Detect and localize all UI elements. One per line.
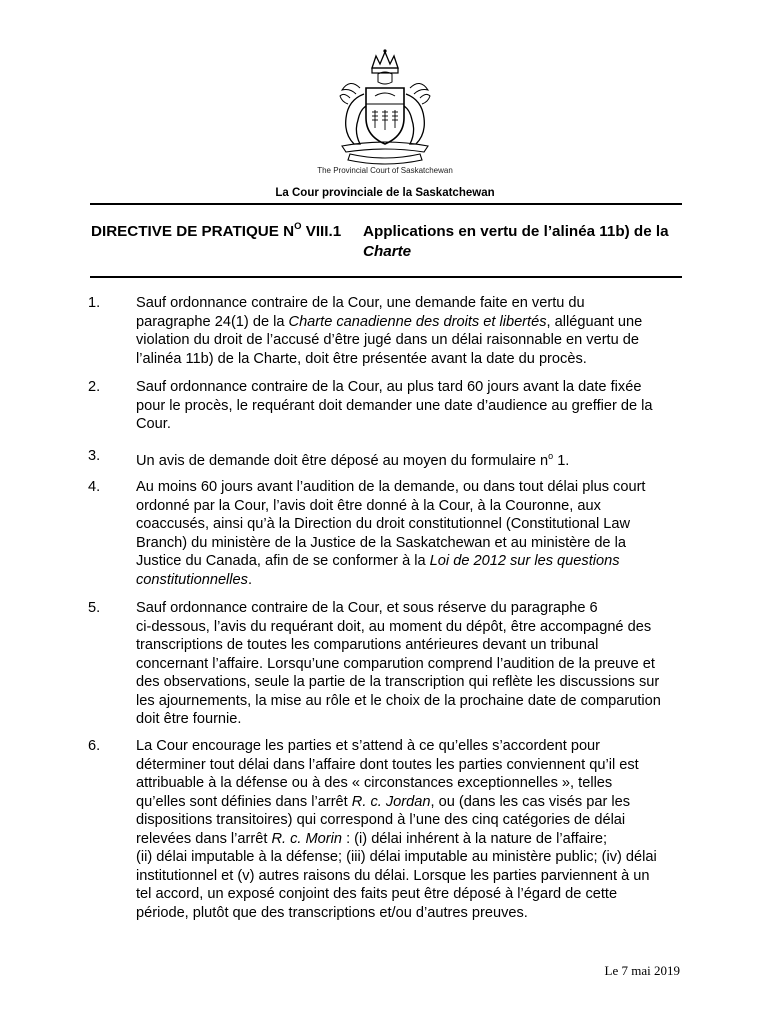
item-line: Au moins 60 jours avant l’audition de la demande, ou dans tout délai plus court bbox=[136, 479, 646, 495]
item-line bbox=[136, 447, 684, 470]
title-divider bbox=[90, 276, 682, 278]
line-segment: : (i) délai inhérent à la nature de l’affaire; bbox=[342, 830, 608, 847]
item-line: tel accord, un exposé conjoint des faits peut être déposé à l’égard de cette bbox=[136, 886, 618, 902]
item-line: déterminer tout délai dans l’affaire dont toutes les parties conviennent qu’il est bbox=[136, 756, 639, 773]
item-line bbox=[136, 313, 684, 332]
item-line: dispositions transitoires) qui correspond à l’une des cinq catégories de délai bbox=[136, 812, 626, 828]
item-line: pour le procès, le requérant doit demander une date d’audience au greffier de la bbox=[136, 397, 653, 414]
italic-citation: R. c. Jordan bbox=[351, 793, 431, 810]
item-line: Sauf ordonnance contraire de la Cour, et sous réserve du paragraphe 6 bbox=[136, 600, 598, 616]
superscript-text: o bbox=[548, 451, 554, 461]
line-segment: . bbox=[247, 571, 253, 588]
court-coat-of-arms-logo bbox=[320, 48, 450, 166]
item-line: violation du droit de l’accusé d’être jugé dans un délai raisonnable en vertu de bbox=[136, 332, 640, 348]
item-line: transcriptions de toutes les comparutions antérieures devant un tribunal bbox=[136, 637, 599, 653]
item-line: attribuable à la défense ou à des « circonstances exceptionnelles », telles bbox=[136, 775, 613, 791]
item-text bbox=[136, 478, 684, 589]
crest-caption: The Provincial Court of Saskatchewan bbox=[317, 166, 453, 175]
item-line: (ii) délai imputable à la défense; (iii) délai imputable au ministère public; (iv) délai bbox=[136, 849, 657, 865]
line-segment: , ou (dans les cas visés par les bbox=[430, 793, 631, 810]
item-line: l’alinéa 11b) de la Charte, doit être présentée avant la date du procès. bbox=[136, 350, 587, 367]
italic-citation: Loi de 2012 sur les questions bbox=[429, 553, 620, 569]
directive-number bbox=[91, 222, 341, 240]
line-segment: Un avis de demande doit être déposé au moyen du formulaire n bbox=[136, 452, 549, 469]
item-number: 5. bbox=[88, 600, 101, 616]
item-number: 1. bbox=[88, 295, 101, 311]
item-line bbox=[136, 571, 684, 590]
directive-title-charte: Charte bbox=[363, 243, 412, 260]
directive-number-value: VIII.1 bbox=[301, 223, 342, 241]
line-segment: 1. bbox=[553, 452, 570, 469]
item-line: les ajournements, la mise au rôle et le choix de la prochaine date de comparution bbox=[136, 692, 661, 709]
item-number: 6. bbox=[88, 738, 101, 754]
item-line: coaccusés, ainsi qu’à la Direction du droit constitutionnel (Constitutional Law bbox=[136, 516, 631, 532]
item-line bbox=[136, 830, 684, 849]
line-segment: qu’elles sont définies dans l’arrêt bbox=[136, 793, 352, 810]
item-text bbox=[136, 378, 684, 434]
directive-label-superscript: O bbox=[294, 221, 302, 232]
line-segment: , alléguant une bbox=[546, 313, 643, 330]
item-number: 2. bbox=[88, 379, 101, 395]
item-text bbox=[136, 294, 684, 368]
line-segment: Justice du Canada, afin de se conformer à la bbox=[136, 553, 430, 569]
item-line: Sauf ordonnance contraire de la Cour, au plus tard 60 jours avant la date fixée bbox=[136, 379, 642, 395]
line-segment: paragraphe 24(1) de la bbox=[136, 313, 289, 330]
item-line: concernant l’affaire. Lorsqu’une comparution comprend l’audition de la preuve et bbox=[136, 655, 655, 672]
item-text bbox=[136, 447, 684, 470]
directive-title bbox=[363, 222, 683, 262]
item-line: ordonné par la Cour, l’avis doit être donné à la Cour, à la Couronne, aux bbox=[136, 497, 601, 514]
item-line bbox=[136, 552, 684, 571]
directive-title-line: Applications en vertu de l’alinéa 11b) de la bbox=[363, 223, 669, 240]
item-line: institutionnel et (v) autres raisons du délai. Lorsque les parties parviennent à un bbox=[136, 867, 650, 884]
line-segment: relevées dans l’arrêt bbox=[136, 830, 272, 847]
directive-label: DIRECTIVE DE PRATIQUE N bbox=[91, 223, 295, 241]
item-line: des observations, seule la partie de la transcription qui reflète les discussions sur bbox=[136, 674, 660, 690]
court-name: La Cour provinciale de la Saskatchewan bbox=[275, 187, 495, 199]
item-line: Branch) du ministère de la Justice de la Saskatchewan et au ministère de la bbox=[136, 534, 626, 551]
item-line: Sauf ordonnance contraire de la Cour, une demande faite en vertu du bbox=[136, 295, 585, 311]
item-text bbox=[136, 599, 684, 729]
item-text bbox=[136, 737, 684, 922]
italic-citation: constitutionnelles bbox=[136, 571, 248, 588]
italic-citation: R. c. Morin bbox=[271, 830, 343, 847]
item-number: 3. bbox=[88, 448, 101, 464]
header-divider bbox=[90, 203, 682, 205]
italic-citation: Charte canadienne des droits et libertés bbox=[288, 313, 547, 330]
item-line: Cour. bbox=[136, 416, 171, 432]
item-line: ci-dessous, l’avis du requérant doit, au moment du dépôt, être accompagné des bbox=[136, 618, 652, 635]
document-date: Le 7 mai 2019 bbox=[604, 963, 680, 978]
item-line bbox=[136, 793, 684, 812]
item-line: doit être fournie. bbox=[136, 711, 242, 727]
item-line: période, plutôt que des transcriptions et/ou d’autres preuves. bbox=[136, 904, 528, 921]
item-line: La Cour encourage les parties et s’attend à ce qu’elles s’accordent pour bbox=[136, 738, 601, 754]
item-number: 4. bbox=[88, 479, 101, 495]
